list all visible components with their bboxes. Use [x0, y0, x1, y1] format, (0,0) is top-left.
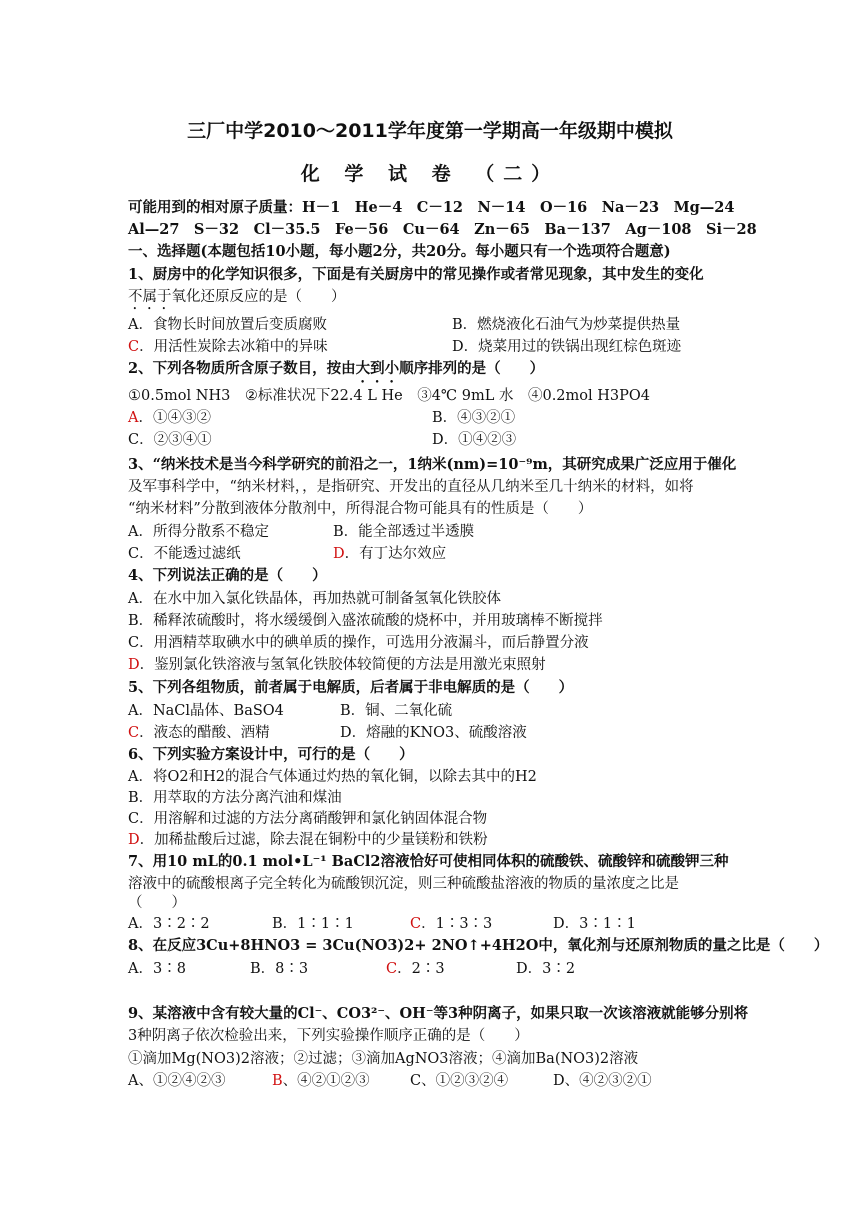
- q1-option-a: A．食物长时间放置后变质腐败: [128, 317, 327, 333]
- q7-stem-line-1: 7、用10 mL的0.1 mol•L⁻¹ BaCl2溶液恰好可使相同体积的硫酸铁、硫酸锌和硫酸钾三种: [128, 853, 729, 870]
- page-subtitle: 化 学 试 卷 （二）: [300, 163, 560, 185]
- q9-option-a: A、①②④②③: [128, 1073, 226, 1089]
- q1-stem-line-1: 1、厨房中的化学知识很多，下面是有关厨房中的常见操作或者常见现象，其中发生的变化: [128, 266, 704, 283]
- q8-stem: 8、在反应3Cu+8HNO3 = 3Cu(NO3)2+ 2NO↑+4H2O中，氧化剂与还原剂物质的量之比是（ ）: [128, 937, 829, 954]
- q2-option-b: B．④③②①: [432, 410, 516, 426]
- q1-option-d: D．烧菜用过的铁锅出现红棕色斑迹: [452, 339, 682, 355]
- q9-answer-letter: B: [272, 1073, 283, 1089]
- q4-answer-letter: D: [128, 657, 140, 673]
- q3-answer-letter: D: [333, 546, 345, 562]
- q8-option-c: C．2∶3: [386, 961, 445, 977]
- page-title: 三厂中学2010～2011学年度第一学期高一年级期中模拟: [187, 120, 673, 142]
- q3-option-c: C．不能透过滤纸: [128, 546, 241, 562]
- q7-stem-line-3: （ ）: [128, 895, 186, 911]
- q7-stem-line-2: 溶液中的硫酸根离子完全转化为硫酸钡沉淀，则三种硫酸盐溶液的物质的量浓度之比是: [128, 876, 679, 892]
- atomic-mass-line-2: Al—27 S－32 Cl－35.5 Fe－56 Cu－64 Zn－65 Ba－137 Ag－108 Si－28: [128, 221, 757, 238]
- q3-stem-line-1: 3、“纳米技术是当今科学研究的前沿之一，1纳米(nm)=10⁻⁹m，其研究成果广泛应用于催化: [128, 456, 737, 473]
- q2-option-c: C．②③④①: [128, 432, 212, 448]
- q3-option-b: B．能全部透过半透膜: [333, 524, 475, 540]
- q7-option-d: D．3∶1∶1: [553, 916, 636, 932]
- q3-option-a: A．所得分散系不稳定: [128, 524, 269, 540]
- q3-option-d: D．有丁达尔效应: [333, 546, 447, 562]
- q1-option-c: C．用活性炭除去冰箱中的异味: [128, 339, 328, 355]
- q9-option-b: B、④②①②③: [272, 1073, 370, 1089]
- q9-option-d: D、④②③②①: [553, 1073, 652, 1089]
- q3-stem-line-3: “纳米材料”分散到液体分散剂中，所得混合物可能具有的性质是（ ）: [128, 501, 593, 517]
- q5-option-d: D．熔融的KNO3、硫酸溶液: [340, 725, 527, 741]
- q4-option-b: B．稀释浓硫酸时，将水缓缓倒入盛浓硫酸的烧杯中，并用玻璃棒不断搅拌: [128, 613, 603, 629]
- q5-option-a: A．NaCl晶体、BaSO4: [128, 703, 284, 719]
- q6-stem: 6、下列实验方案设计中，可行的是（ ）: [128, 746, 414, 763]
- q4-stem: 4、下列说法正确的是（ ）: [128, 567, 327, 584]
- q5-answer-letter: C: [128, 725, 140, 741]
- q1-answer-letter: C: [128, 339, 140, 355]
- q7-option-b: B．1∶1∶1: [272, 916, 354, 932]
- q2-option-a: A．①④③②: [128, 410, 211, 426]
- q4-option-d: D．鉴别氯化铁溶液与氢氧化铁胶体较简便的方法是用激光束照射: [128, 657, 546, 673]
- q6-option-d: D．加稀盐酸后过滤，除去混在铜粉中的少量镁粉和铁粉: [128, 832, 488, 848]
- q6-option-a: A．将O2和H2的混合气体通过灼热的氧化铜，以除去其中的H2: [128, 769, 537, 785]
- q6-option-c: C．用溶解和过滤的方法分离硝酸钾和氯化钠固体混合物: [128, 811, 488, 827]
- q8-option-b: B．8∶3: [250, 961, 309, 977]
- q9-stem-line-2: 3种阴离子依次检验出来，下列实验操作顺序正确的是（ ）: [128, 1028, 529, 1044]
- q6-answer-letter: D: [128, 832, 140, 848]
- q2-stem: 2、下列各物质所含原子数目，按由大到小顺序排列的是（ ）: [128, 360, 545, 377]
- section-heading: 一、选择题(本题包括10小题，每小题2分，共20分。每小题只有一个选项符合题意): [128, 243, 671, 260]
- q3-stem-line-2: 及军事科学中，“纳米材料，，是指研究、开发出的直径从几纳米至几十纳米的材料，如将: [128, 479, 694, 495]
- q4-option-c: C．用酒精萃取碘水中的碘单质的操作，可选用分液漏斗，而后静置分液: [128, 635, 589, 651]
- q9-stem-line-1: 9、某溶液中含有较大量的Cl⁻、CO3²⁻、OH⁻等3种阴离子，如果只取一次该溶液就能够分别将: [128, 1005, 749, 1022]
- q5-option-b: B．铜、二氧化硫: [340, 703, 453, 719]
- q7-answer-letter: C: [410, 916, 422, 932]
- q2-emphasis: 大到小: [355, 360, 400, 377]
- q5-stem: 5、下列各组物质，前者属于电解质，后者属于非电解质的是（ ）: [128, 679, 574, 696]
- q7-option-a: A．3∶2∶2: [128, 916, 210, 932]
- q1-stem-rest: 氧化还原反应的是（ ）: [171, 289, 346, 305]
- q8-option-d: D．3∶2: [516, 961, 576, 977]
- q8-option-a: A．3∶8: [128, 961, 186, 977]
- q7-option-c: C．1∶3∶3: [410, 916, 493, 932]
- q1-emphasis: 不属于: [128, 289, 172, 305]
- q2-option-d: D．①④②③: [432, 432, 517, 448]
- atomic-mass-line-1: 可能用到的相对原子质量：H－1 He－4 C－12 N－14 O－16 Na－23 Mg—24: [128, 199, 735, 216]
- q9-stem-line-3: ①滴加Mg(NO3)2溶液；②过滤；③滴加AgNO3溶液；④滴加Ba(NO3)2溶液: [128, 1051, 639, 1067]
- q8-answer-letter: C: [386, 961, 398, 977]
- q5-option-c: C．液态的醋酸、酒精: [128, 725, 270, 741]
- q2-items: ①0.5mol NH3 ②标准状况下22.4 L He ③4℃ 9mL 水 ④0.2mol H3PO4: [128, 388, 650, 404]
- q2-answer-letter: A: [128, 410, 139, 426]
- q6-option-b: B．用萃取的方法分离汽油和煤油: [128, 790, 342, 806]
- q9-option-c: C、①②③②④: [410, 1073, 509, 1089]
- q1-stem-line-2: [128, 287, 346, 313]
- q1-option-b: B．燃烧液化石油气为炒菜提供热量: [452, 317, 681, 333]
- q4-option-a: A．在水中加入氯化铁晶体，再加热就可制备氢氧化铁胶体: [128, 591, 501, 607]
